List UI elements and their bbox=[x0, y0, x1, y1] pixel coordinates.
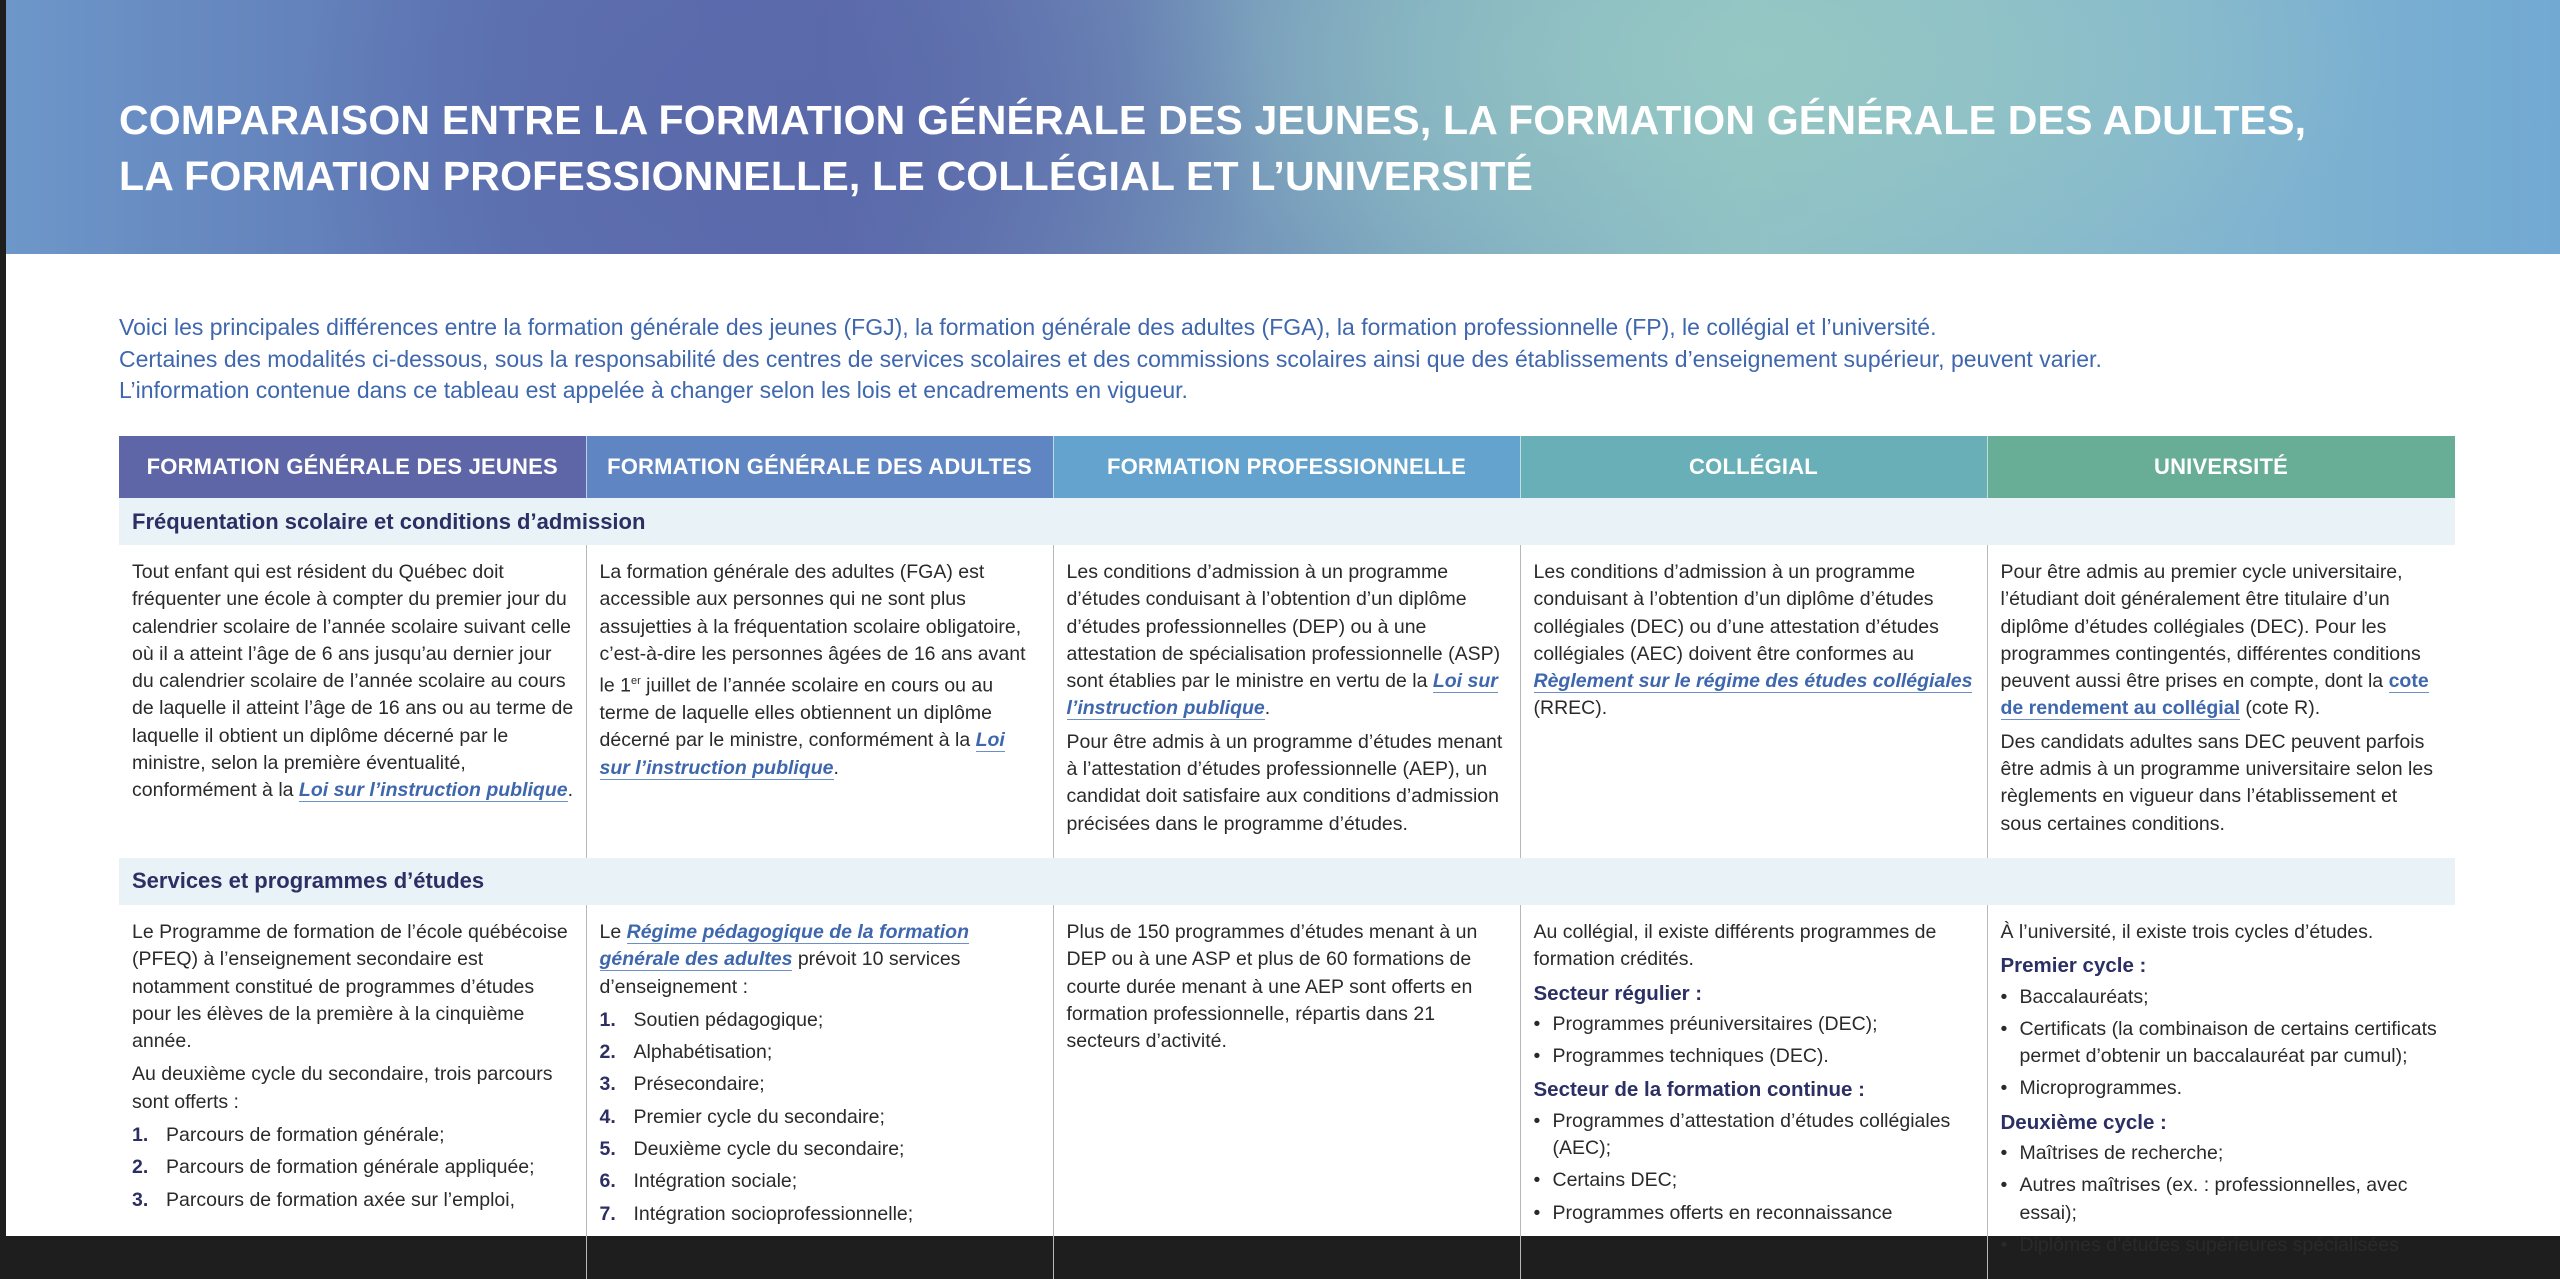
section-row-admission bbox=[119, 498, 2455, 545]
cell-text: prévoit 10 services d’enseignement : bbox=[599, 948, 961, 998]
list-number: 3. bbox=[599, 1073, 616, 1096]
list-number: 4. bbox=[599, 1105, 616, 1128]
list-number: 1. bbox=[132, 1124, 149, 1147]
cell-text: (cote R). bbox=[2239, 697, 2321, 720]
list-item bbox=[1534, 1043, 1975, 1070]
list-text: Programmes d’attestation d’études collégiales (AEC); bbox=[1552, 1109, 1951, 1160]
cell-text: Le bbox=[599, 920, 627, 943]
list-text: Intégration socioprofessionnelle; bbox=[633, 1202, 914, 1225]
list-text: Parcours de formation axée sur l’emploi, bbox=[166, 1188, 515, 1211]
list-item bbox=[600, 1104, 1041, 1131]
list-number: 5. bbox=[599, 1138, 616, 1161]
cell-text: Au collégial, il existe différents programmes de formation crédités. bbox=[1533, 920, 1937, 971]
bullet-icon: • bbox=[1533, 1012, 1541, 1035]
secteur-regulier-list bbox=[1534, 1011, 1975, 1071]
list-item bbox=[600, 1168, 1041, 1195]
list-number: 2. bbox=[132, 1156, 149, 1179]
cell-text: Des candidats adultes sans DEC peuvent parfois être admis à un programme universitaire selon les règlements en vigueur dans l’établissement et sous certaines conditions. bbox=[2000, 730, 2433, 835]
list-text: Autres maîtrises (ex. : professionnelles, avec essai); bbox=[2019, 1174, 2408, 1224]
column-header-collegial: COLLÉGIAL bbox=[1520, 436, 1987, 498]
cell-text: La formation générale des adultes (FGA) est accessible aux personnes qui ne sont plus assujetties à la fréquentation scolaire obligatoire, c’est-à-dire les personnes âgées de 16 ans avant le 1 bbox=[599, 561, 1026, 697]
cell-collegial-admission bbox=[1520, 545, 1987, 858]
list-text: Parcours de formation générale appliquée; bbox=[166, 1156, 535, 1179]
cell-text: Le Programme de formation de l’école québécoise (PFEQ) à l’enseignement secondaire est notamment constitué de programmes d’études pour les élèves de la première à la cinquième année. bbox=[132, 920, 568, 1053]
cell-universite-services bbox=[1987, 905, 2455, 1279]
intro-line-3: L’information contenue dans ce tableau est appelée à changer selon les lois et encadrements en vigueur. bbox=[119, 377, 1188, 403]
list-number: 7. bbox=[599, 1202, 616, 1225]
list-item bbox=[2001, 1172, 2444, 1227]
intro-paragraph bbox=[119, 312, 2469, 407]
list-text: Maîtrises de recherche; bbox=[2019, 1142, 2224, 1165]
cell-fp-services bbox=[1053, 905, 1520, 1279]
cell-text: . bbox=[1264, 697, 1271, 720]
section-row-services bbox=[119, 858, 2455, 905]
bullet-icon: • bbox=[1533, 1109, 1541, 1132]
link-rrec[interactable]: Règlement sur le régime des études collégiales bbox=[1533, 670, 1973, 693]
page-title-line-2: LA FORMATION PROFESSIONNELLE, LE COLLÉGIAL ET L’UNIVERSITÉ bbox=[119, 153, 1534, 199]
list-text: Microprogrammes. bbox=[2019, 1077, 2183, 1100]
superscript: er bbox=[630, 675, 641, 688]
list-item bbox=[1534, 1011, 1975, 1038]
cell-fga-services bbox=[586, 905, 1053, 1279]
title-banner bbox=[6, 0, 2560, 254]
list-text: Parcours de formation générale; bbox=[166, 1124, 445, 1147]
deuxieme-cycle-list bbox=[2001, 1140, 2444, 1259]
list-item bbox=[1534, 1108, 1975, 1163]
cell-text: (RREC). bbox=[1533, 697, 1608, 720]
list-text: Programmes préuniversitaires (DEC); bbox=[1552, 1012, 1878, 1035]
list-text: Intégration sociale; bbox=[633, 1170, 798, 1193]
cell-collegial-services bbox=[1520, 905, 1987, 1279]
list-number: 2. bbox=[599, 1041, 616, 1064]
premier-cycle-list bbox=[2001, 984, 2444, 1103]
column-header-universite: UNIVERSITÉ bbox=[1987, 436, 2455, 498]
cell-text: Pour être admis au premier cycle universitaire, l’étudiant doit généralement être titulaire d’un diplôme d’études collégiales (DEC). Pour les programmes contingentés, différentes conditions peuvent aussi être prises en compte, dont la bbox=[2000, 561, 2421, 693]
table-row-services bbox=[119, 905, 2455, 1279]
intro-line-2: Certaines des modalités ci-dessous, sous la responsabilité des centres de services scolaires et des commissions scolaires ainsi que des établissements d’enseignement supérieur, peuvent varier. bbox=[119, 345, 2102, 372]
bullet-icon: • bbox=[1533, 1169, 1541, 1192]
cell-fgj-admission bbox=[119, 545, 586, 858]
page-title-line-1: COMPARAISON ENTRE LA FORMATION GÉNÉRALE DES JEUNES, LA FORMATION GÉNÉRALE DES ADULTES, bbox=[119, 97, 2307, 143]
table-header-row bbox=[119, 436, 2455, 498]
table-row-admission bbox=[119, 545, 2455, 858]
bullet-icon: • bbox=[2000, 1142, 2008, 1165]
column-header-fgj: FORMATION GÉNÉRALE DES JEUNES bbox=[119, 436, 586, 498]
list-text: Premier cycle du secondaire; bbox=[633, 1105, 885, 1128]
list-item bbox=[600, 1039, 1041, 1066]
list-item bbox=[132, 1154, 574, 1181]
list-text: Certains DEC; bbox=[1552, 1169, 1678, 1192]
list-item bbox=[132, 1187, 574, 1214]
cell-text: Plus de 150 programmes d’études menant à un DEP ou à une ASP et plus de 60 formations de courte durée menant à une AEP sont offerts en formation professionnelle, répartis dans 21 secteurs d’activité. bbox=[1066, 920, 1478, 1053]
list-item bbox=[2001, 1075, 2444, 1102]
list-text: Diplômes d’études supérieures spécialisées bbox=[2019, 1233, 2399, 1256]
comparison-table bbox=[119, 436, 2456, 1279]
cell-text: Pour être admis à un programme d’études menant à l’attestation d’études professionnelle (AEP), un candidat doit satisfaire aux conditions d’admission précisées dans le programme d’études. bbox=[1066, 730, 1503, 835]
list-text: Programmes techniques (DEC). bbox=[1552, 1045, 1829, 1068]
formation-continue-list bbox=[1534, 1108, 1975, 1227]
cell-fga-admission bbox=[586, 545, 1053, 858]
list-item bbox=[600, 1136, 1041, 1163]
section-title: Fréquentation scolaire et conditions d’admission bbox=[119, 498, 2455, 545]
cell-text: Les conditions d’admission à un programme conduisant à l’obtention d’un diplôme d’études collégiales (DEC) ou d’une attestation d’études collégiales (AEC) doivent être conformes au bbox=[1533, 561, 1939, 665]
cell-text: . bbox=[833, 756, 839, 779]
services-list bbox=[600, 1007, 1041, 1228]
list-item bbox=[600, 1007, 1041, 1034]
list-item bbox=[2001, 1140, 2444, 1167]
intro-line-1: Voici les principales différences entre la formation générale des jeunes (FGJ), la formation générale des adultes (FGA), la formation professionnelle (FP), le collégial et l’université. bbox=[119, 314, 1937, 340]
list-number: 3. bbox=[132, 1188, 149, 1211]
subheading-secteur-regulier: Secteur régulier : bbox=[1533, 981, 1703, 1005]
list-text: Deuxième cycle du secondaire; bbox=[633, 1138, 905, 1161]
subheading-premier-cycle: Premier cycle : bbox=[2000, 954, 2147, 978]
link-loi-instruction-publique[interactable]: Loi sur l’instruction publique bbox=[298, 779, 568, 802]
cell-text: À l’université, il existe trois cycles d’études. bbox=[2000, 920, 2374, 943]
section-title: Services et programmes d’études bbox=[119, 858, 2455, 905]
list-text: Certificats (la combinaison de certains certificats permet d’obtenir un baccalauréat par cumul); bbox=[2019, 1017, 2437, 1068]
bullet-icon: • bbox=[2000, 1077, 2008, 1100]
list-item bbox=[132, 1122, 574, 1149]
link-loi-instruction-publique[interactable]: Loi sur l’instruction publique bbox=[599, 729, 1005, 779]
cell-text: . bbox=[567, 779, 574, 802]
link-cote-r[interactable]: cote de rendement au collégial bbox=[2000, 670, 2429, 720]
cell-text: juillet de l’année scolaire en cours ou au terme de laquelle elles obtiennent un diplôme décerné par le ministre, conformément à la bbox=[599, 674, 994, 752]
bullet-icon: • bbox=[2000, 1174, 2008, 1197]
list-number: 6. bbox=[599, 1170, 616, 1193]
cell-text: Au deuxième cycle du secondaire, trois parcours sont offerts : bbox=[132, 1063, 553, 1113]
list-item bbox=[600, 1071, 1041, 1098]
cell-universite-admission bbox=[1987, 545, 2455, 858]
list-item bbox=[600, 1201, 1041, 1228]
link-regime-pedagogique-fga[interactable]: Régime pédagogique de la formation générale des adultes bbox=[599, 920, 969, 971]
bullet-icon: • bbox=[2000, 1233, 2008, 1256]
parcours-list bbox=[132, 1122, 574, 1214]
cell-text: Les conditions d’admission à un programme d’études conduisant à l’obtention d’un diplôme d’études professionnelles (DEP) ou à une attestation de spécialisation professionnelle (ASP) sont établies par le ministre en vertu de la bbox=[1066, 561, 1501, 693]
list-text: Soutien pédagogique; bbox=[633, 1008, 824, 1031]
cell-fp-admission bbox=[1053, 545, 1520, 858]
list-item bbox=[1534, 1167, 1975, 1194]
column-header-fga: FORMATION GÉNÉRALE DES ADULTES bbox=[586, 436, 1053, 498]
document-page bbox=[6, 0, 2560, 1256]
link-loi-instruction-publique[interactable]: Loi sur l’instruction publique bbox=[1066, 670, 1498, 720]
cell-fgj-services bbox=[119, 905, 586, 1279]
bullet-icon: • bbox=[2000, 985, 2008, 1008]
list-number: 1. bbox=[599, 1008, 616, 1031]
bullet-icon: • bbox=[1533, 1045, 1541, 1068]
list-item bbox=[2001, 984, 2444, 1011]
bullet-icon: • bbox=[2000, 1017, 2008, 1040]
list-text: Baccalauréats; bbox=[2019, 985, 2149, 1008]
subheading-formation-continue: Secteur de la formation continue : bbox=[1533, 1078, 1865, 1102]
list-item bbox=[1534, 1200, 1975, 1227]
subheading-deuxieme-cycle: Deuxième cycle : bbox=[2000, 1110, 2167, 1134]
column-header-fp: FORMATION PROFESSIONNELLE bbox=[1053, 436, 1520, 498]
list-item bbox=[2001, 1232, 2444, 1259]
list-text: Programmes offerts en reconnaissance bbox=[1552, 1201, 1893, 1224]
bullet-icon: • bbox=[1533, 1201, 1541, 1224]
list-text: Présecondaire; bbox=[633, 1073, 765, 1096]
list-item bbox=[2001, 1016, 2444, 1071]
list-text: Alphabétisation; bbox=[633, 1041, 773, 1064]
page-title bbox=[119, 92, 2306, 204]
cell-text: Tout enfant qui est résident du Québec doit fréquenter une école à compter du premier jour du calendrier scolaire de l’année scolaire suivant celle où il a atteint l’âge de 6 ans jusqu’au dernier jour du calendrier scolaire de l’année scolaire au cours de laquelle il atteint l’âge de 16 ans ou au terme de laquelle il obtient un diplôme décerné par le ministre, selon la première éventualité, conformément à la bbox=[132, 561, 574, 802]
